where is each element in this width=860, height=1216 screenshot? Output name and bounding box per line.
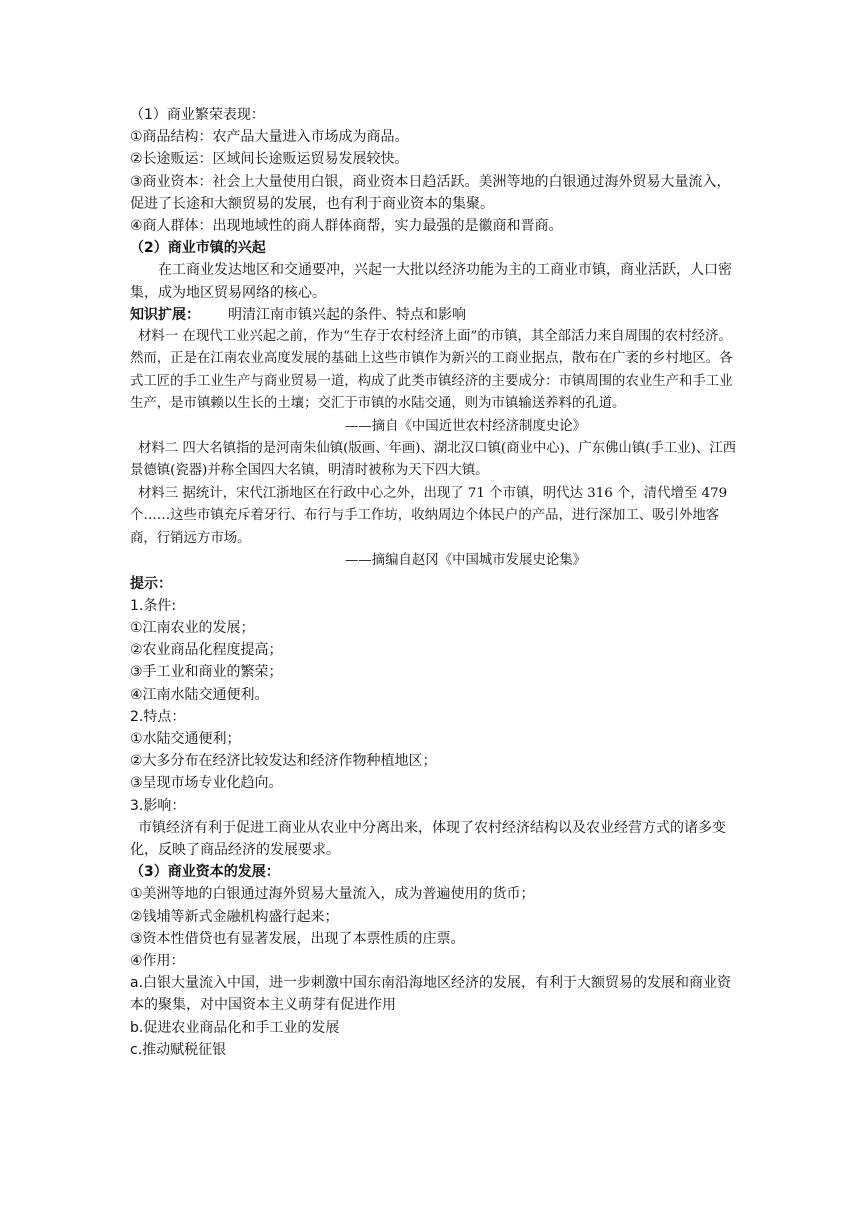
feature-item: ③呈现市场专业化趋向。 [130,775,283,792]
knowledge-extension-title: 明清江南市镇兴起的条件、特点和影响 [228,306,466,323]
influence-paragraph: 市镇经济有利于促进工商业从农业中分离出来，体现了农村经济结构以及农业经营方式的诸多变化，反映了商品经济的发展要求。 [130,819,726,858]
condition-item: ④江南水陆交通便利。 [130,686,269,703]
conditions-title: 1.条件: [130,597,177,614]
condition-item: ③手工业和商业的繁荣； [130,664,283,681]
feature-item: ②大多分布在经济比较发达和经济作物种植地区； [130,753,437,770]
effect-a: a.白银大量流入中国，进一步刺激中国东南沿海地区经济的发展，有利于大额贸易的发展和商业资本的聚集，对中国资本主义萌芽有促进作用 [130,975,732,1014]
s1-item-1: ①商品结构：农产品大量进入市场成为商品。 [130,129,409,146]
s3-item-4: ④作用： [130,952,185,969]
material-2: 材料二 四大名镇指的是河南朱仙镇(版画、年画)、湖北汉口镇(商业中心)、广东佛山镇(手工业)、江西景德镇(瓷器)并称全国四大名镇，明清时被称为天下四大镇。 [130,441,737,479]
material-3: 材料三 据统计，宋代江浙地区在行政中心之外，出现了 71 个市镇，明代达 316 个，清代增至 479 个……这些市镇充斥着牙行、布行与手工作坊，收纳周边个体民户的产品，进行深加工、吸引外地客商，行销远方市场。 [130,485,728,546]
s1-item-3: ③商业资本：社会上大量使用白银，商业资本日趋活跃。美洲等地的白银通过海外贸易大量流入，促进了长途和大额贸易的发展，也有利于商业资本的集聚。 [130,173,731,212]
document-body [130,104,736,1061]
section-3-heading: （3）商业资本的发展： [130,864,280,881]
material-1: 材料一 在现代工业兴起之前，作为“生存于农村经济上面”的市镇，其全部活力来自周围的农村经济。然而，正是在江南农业高度发展的基础上这些市镇作为新兴的工商业据点，散布在广袤的乡村地区。各式工匠的手工业生产与商业贸易一道，构成了此类市镇经济的主要成分：市镇周围的农业生产和手工业生产，是市镇赖以生长的土壤；交汇于市镇的水陆交通，则为市镇输送养料的孔道。 [130,329,733,412]
s3-item-1: ①美洲等地的白银通过海外贸易大量流入，成为普遍使用的货币； [130,886,535,903]
feature-item: ①水陆交通便利； [130,730,241,747]
condition-item: ①江南农业的发展； [130,619,255,636]
section-2-heading: （2）商业市镇的兴起 [130,240,266,257]
material-1-citation: ——摘自《中国近世农村经济制度史论》 [344,418,586,434]
section-1-heading: （1）商业繁荣表现： [130,107,265,123]
hint-label: 提示： [130,575,172,592]
condition-item: ②农业商品化程度提高； [130,642,283,659]
material-3-citation: ——摘编自赵冈《中国城市发展史论集》 [344,553,586,569]
knowledge-extension [130,304,736,326]
effect-b: b.促进农业商品化和手工业的发展 [130,1019,340,1036]
features-title: 2.特点： [130,708,186,725]
s1-item-4: ④商人群体：出现地域性的商人群体商帮，实力最强的是徽商和晋商。 [130,218,563,235]
s3-item-2: ②钱埔等新式金融机构盛行起来； [130,908,339,925]
s3-item-3: ③资本性借贷也有显著发展，出现了本票性质的庄票。 [130,930,465,947]
section-2-paragraph: 在工商业发达地区和交通要冲，兴起一大批以经济功能为主的工商业市镇，商业活跃，人口密集，成为地区贸易网络的核心。 [130,262,732,301]
effect-c: c.推动赋税征银 [130,1041,227,1058]
influence-title: 3.影响： [130,797,186,814]
s1-item-2: ②长途贩运：区域间长途贩运贸易发展较快。 [130,151,409,168]
knowledge-extension-label: 知识扩展： [130,306,200,323]
